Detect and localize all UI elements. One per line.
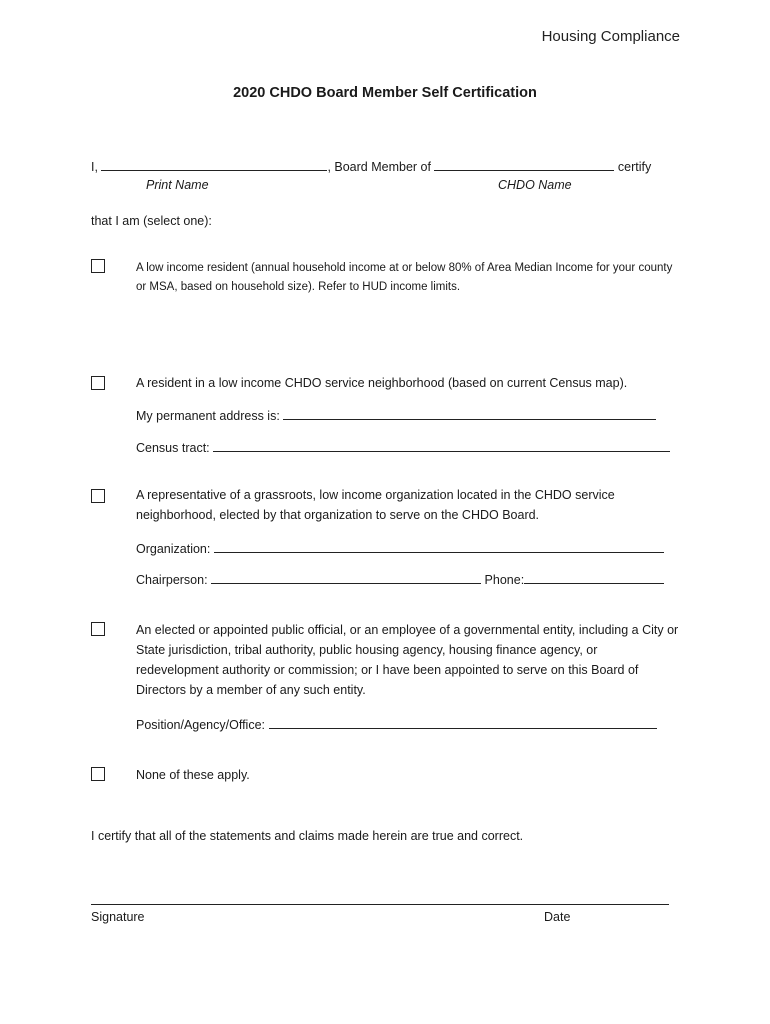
organization-row [136,539,664,556]
none-apply-checkbox[interactable] [91,767,105,781]
chairperson-label: Chairperson: [136,573,208,587]
board-member-of-text: , Board Member of [327,160,431,174]
certify-line [91,157,651,174]
census-tract-field[interactable] [213,438,670,452]
option-none-apply-text: None of these apply. [136,768,250,782]
grassroots-representative-checkbox[interactable] [91,489,105,503]
organization-field[interactable] [214,539,664,553]
neighborhood-resident-checkbox[interactable] [91,376,105,390]
select-one-text: that I am (select one): [91,214,212,228]
certification-statement: I certify that all of the statements and claims made herein are true and correct. [91,829,524,843]
certify-prefix: I, [91,160,98,174]
position-agency-office-field[interactable] [269,715,657,729]
phone-label: Phone: [484,573,525,587]
public-official-checkbox[interactable] [91,622,105,636]
page-title: 2020 CHDO Board Member Self Certification [233,85,537,101]
print-name-field[interactable] [101,157,327,171]
certify-text: certify [617,160,652,174]
chairperson-field[interactable] [211,570,481,584]
option-low-income-resident-text: A low income resident (annual household income at or below 80% of Area Median Income for your county or MSA, based on household size). Refer to HUD income limits. [136,262,673,293]
low-income-resident-checkbox[interactable] [91,259,105,273]
date-label: Date [544,910,571,924]
chairperson-row [136,570,664,587]
option-grassroots-text: A representative of a grassroots, low income organization located in the CHDO service neighborhood, elected by that organization to serve on the CHDO Board. [136,488,615,522]
phone-field[interactable] [524,570,664,584]
option-neighborhood-resident-text: A resident in a low income CHDO service neighborhood (based on current Census map). [136,376,628,390]
organization-label: Organization: [136,542,211,556]
header-label: Housing Compliance [541,28,680,45]
census-label: Census tract: [136,441,210,455]
address-field[interactable] [283,406,656,420]
option-public-official-text: An elected or appointed public official, or an employee of a governmental entity, including a City or State jurisdiction, tribal authority, public housing agency, housing finance agency, or redevelopment authority or commission; or I have been appointed to serve on this Board of Directors by a member of any such entity. [136,623,679,697]
signature-label: Signature [91,910,145,924]
signature-field[interactable] [91,904,669,905]
address-row [136,406,656,423]
print-name-label: Print Name [146,178,209,192]
address-label: My permanent address is: [136,409,280,423]
position-label: Position/Agency/Office: [136,718,266,732]
chdo-name-field[interactable] [434,157,614,171]
position-row [136,715,657,732]
census-row [136,438,670,455]
chdo-name-label: CHDO Name [498,178,572,192]
